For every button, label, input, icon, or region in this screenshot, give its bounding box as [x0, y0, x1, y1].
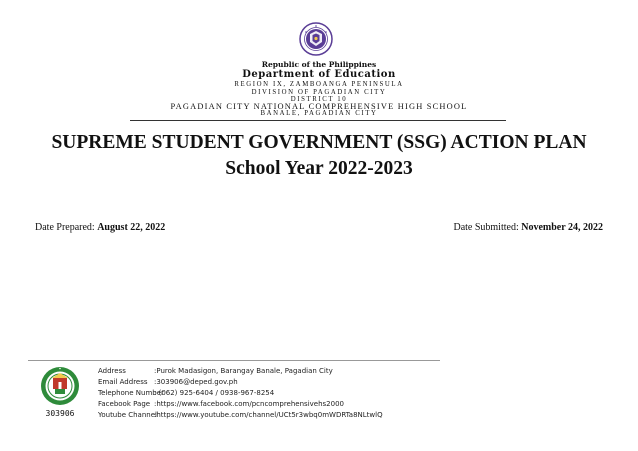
footer-row-facebook: [98, 399, 344, 410]
page-title: SUPREME STUDENT GOVERNMENT (SSG) ACTION PLAN: [51, 132, 587, 153]
date-submitted-value: November 24, 2022: [521, 222, 603, 233]
header-republic: Republic of the Philippines: [261, 60, 377, 69]
school-logo-icon: [40, 366, 80, 406]
school-id: 303906: [45, 409, 75, 418]
footer-divider: [28, 360, 440, 361]
footer-label: Telephone Number: [98, 389, 164, 397]
footer-label: Facebook Page: [98, 400, 151, 408]
header-address: BANALE, PAGADIAN CITY: [260, 110, 378, 117]
footer-label: Address: [98, 367, 126, 375]
footer-value[interactable]: :303906@deped.gov.ph: [154, 378, 238, 386]
header-department: Department of Education: [242, 69, 396, 80]
footer-row-email: [98, 377, 238, 388]
footer-value: :Purok Madasigon, Barangay Banale, Pagadian City: [154, 367, 333, 375]
deped-seal-icon: [299, 22, 333, 56]
date-submitted-label: Date Submitted:: [453, 222, 519, 233]
footer-label: Youtube Channel: [98, 411, 157, 419]
footer-label: Email Address: [98, 378, 148, 386]
footer-value: : (062) 925-6404 / 0938-967-8254: [154, 389, 275, 397]
header-division: DIVISION OF PAGADIAN CITY: [251, 88, 387, 96]
footer-value[interactable]: :https://www.youtube.com/channel/UCt5r3wbq0mWDRTa8NLtwlQ: [154, 411, 383, 419]
footer-row-telephone: [98, 388, 274, 399]
footer-row-youtube: [98, 410, 383, 421]
header-region: REGION IX, ZAMBOANGA PENINSULA: [234, 81, 404, 88]
date-prepared-value: August 22, 2022: [97, 222, 166, 233]
footer-value[interactable]: :https://www.facebook.com/pcncomprehensivehs2000: [154, 400, 344, 408]
date-prepared: [35, 222, 165, 233]
header-district: DISTRICT 10: [290, 95, 348, 103]
header-school: PAGADIAN CITY NATIONAL COMPREHENSIVE HIGH SCHOOL: [170, 101, 468, 111]
date-prepared-label: Date Prepared:: [35, 222, 95, 233]
date-submitted: [453, 222, 603, 233]
header-divider: [130, 120, 506, 121]
page-subtitle: School Year 2022-2023: [225, 158, 413, 179]
footer-row-address: [98, 366, 333, 377]
